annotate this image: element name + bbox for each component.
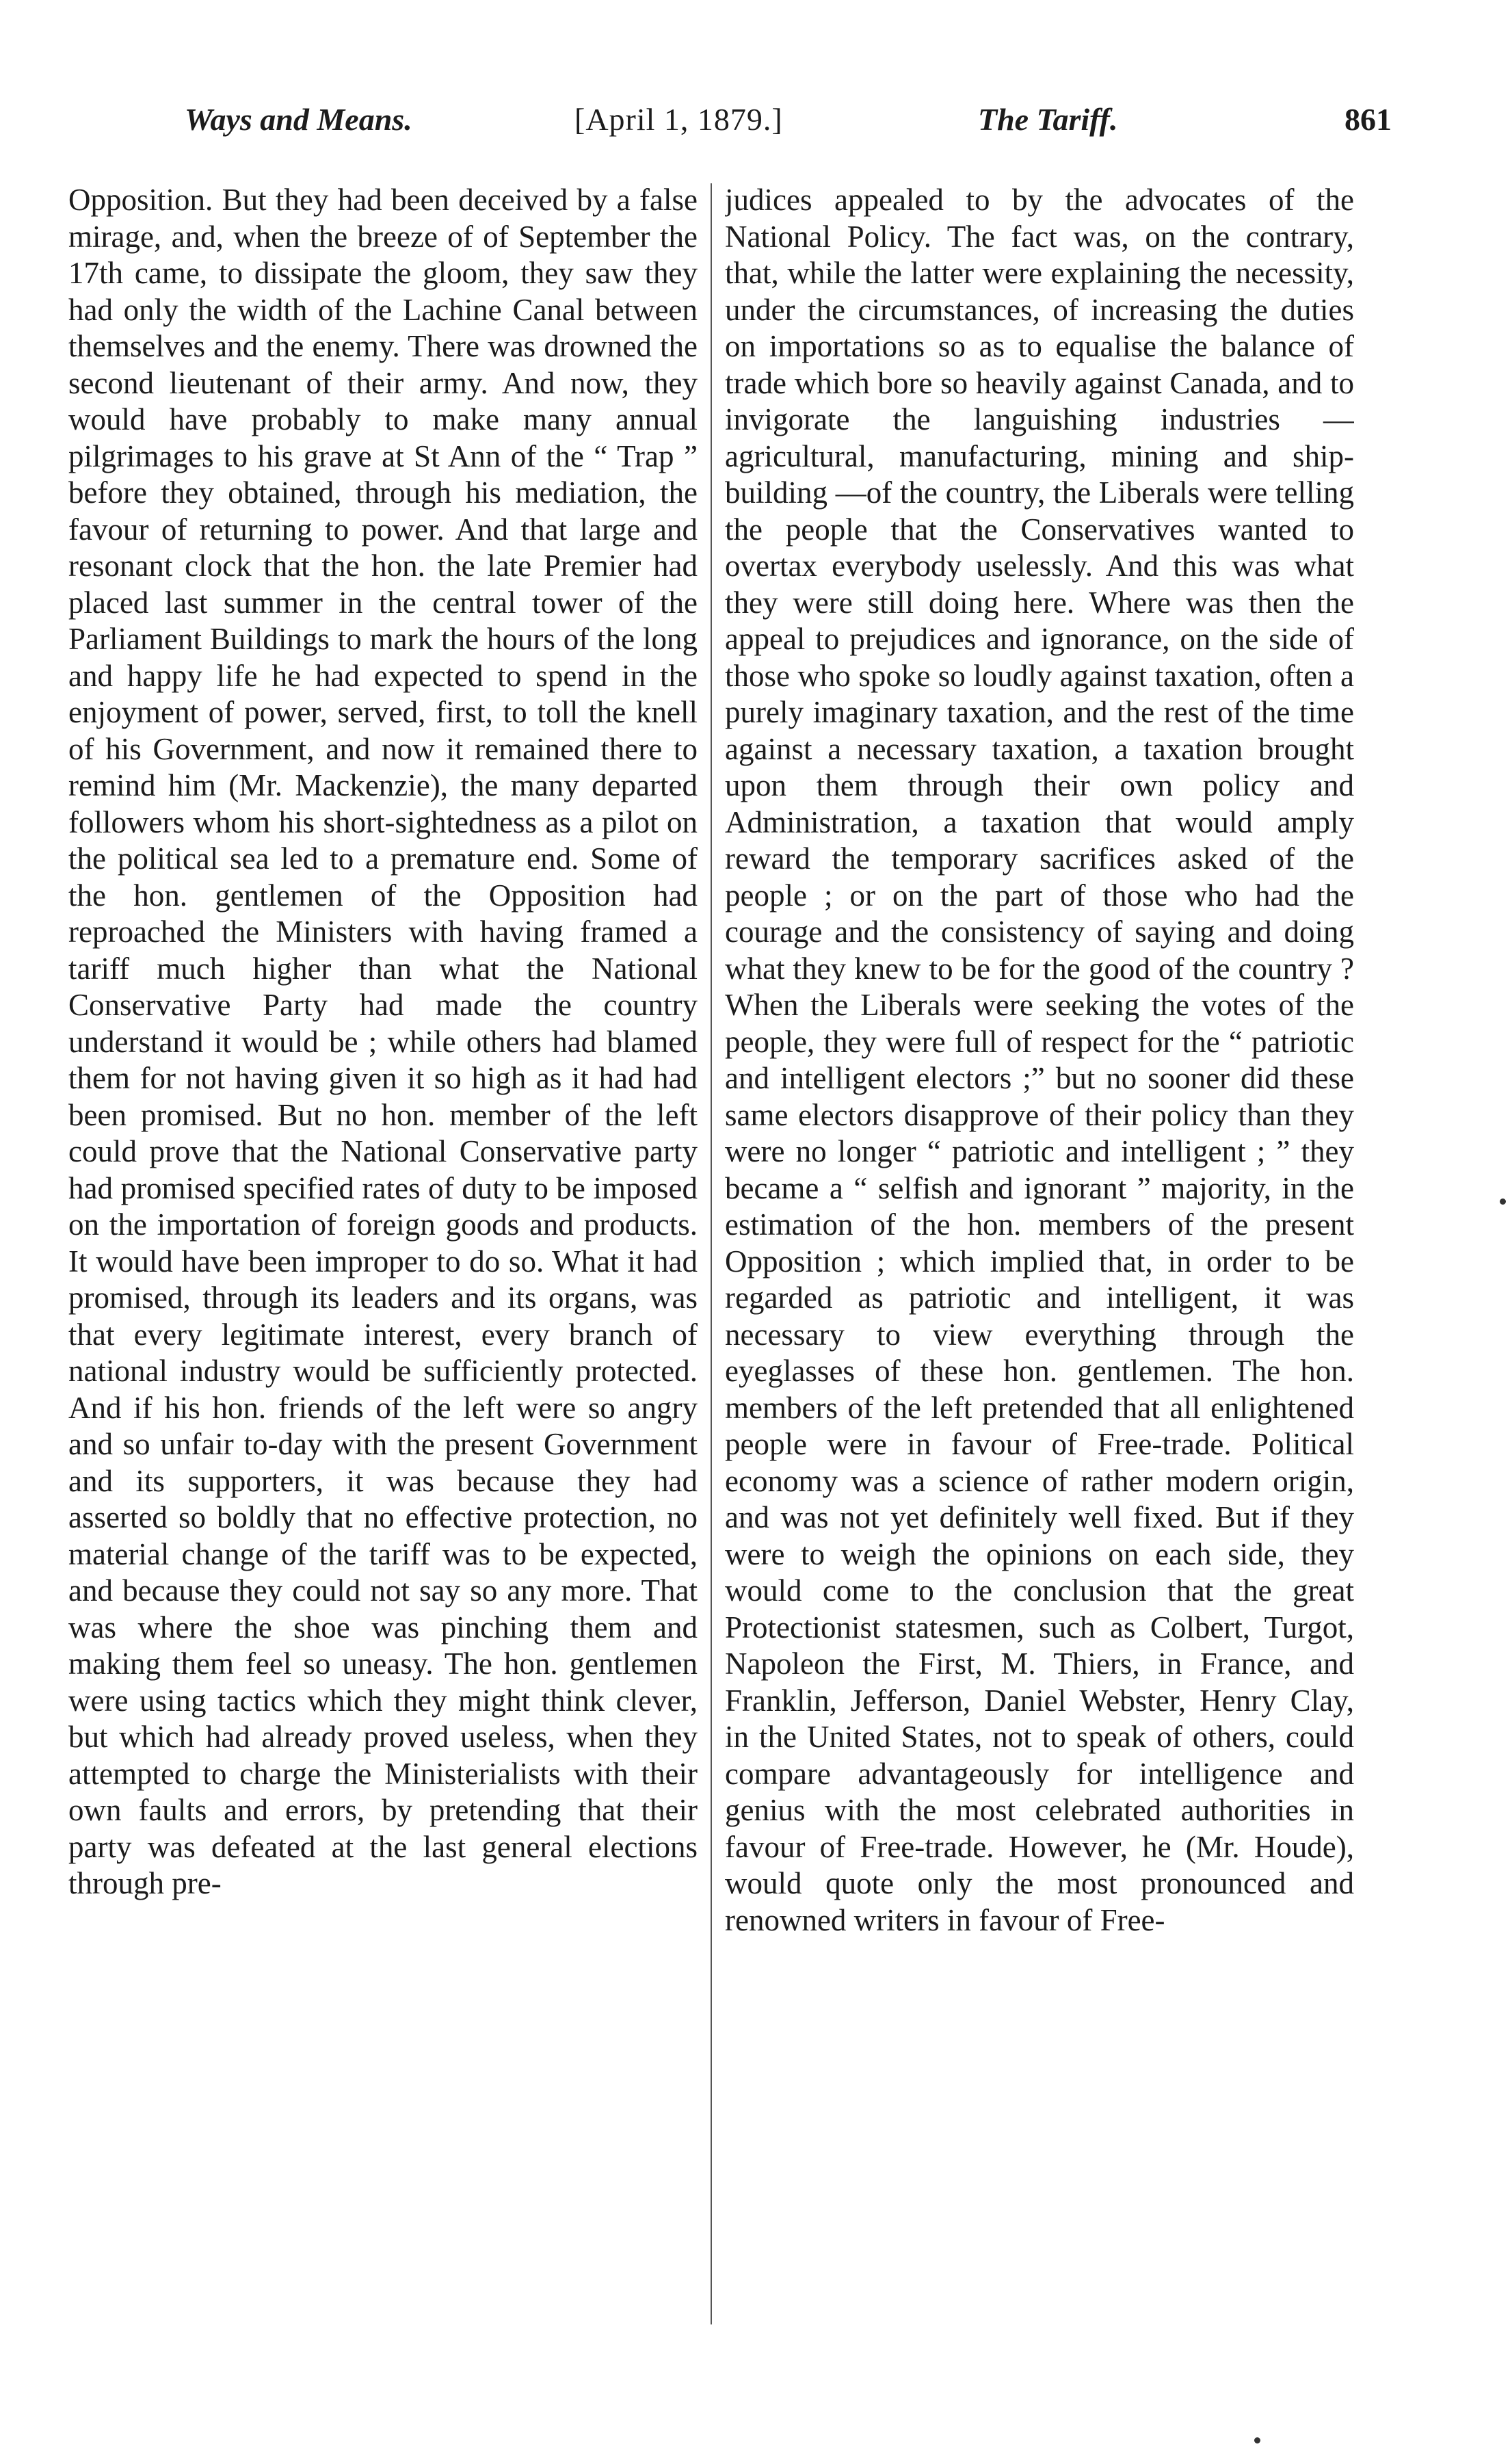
- page-header: [68, 101, 1399, 149]
- margin-dot: [1500, 1198, 1506, 1205]
- margin-dot: [1254, 2437, 1260, 2443]
- header-section-title: Ways and Means.: [185, 102, 412, 137]
- column-divider: [711, 183, 712, 2324]
- left-column-text: Opposition. But they had been deceived by a false mirage, and, when the breeze of of September the 17th came, to dissipate the gloom, they saw they had only the width of the Lachine Canal between themselves and the enemy. There was drowned the second lieutenant of their army. And now, they would have probably to make many annual pilgrimages to his grave at St Ann of the “ Trap ” before they obtained, through his mediation, the favour of returning to power. And that large and resonant clock that the hon. the late Premier had placed last summer in the central tower of the Parliament Buildings to mark the hours of the long and happy life he had expected to spend in the enjoyment of power, served, first, to toll the knell of his Government, and now it remained there to remind him (Mr. Mackenzie), the many departed followers whom his short-sightedness as a pilot on the political sea led to a premature end. Some of the hon. gentlemen of the Opposition had reproached the Ministers with having framed a tariff much higher than what the National Conservative Party had made the country understand it would be ; while others had blamed them for not having given it so high as it had had been promised. But no hon. member of the left could prove that the National Conservative party had promised specified rates of duty to be imposed on the importation of foreign goods and products. It would have been improper to do so. What it had promised, through its leaders and its organs, was that every legitimate interest, every branch of national industry would be sufficiently protected. And if his hon. friends of the left were so angry and so unfair to-day with the present Government and its supporters, it was because they had asserted so boldly that no effective protection, no material change of the tariff was to be expected, and because they could not say so any more. That was where the shoe was pinching them and making them feel so uneasy. The hon. gentlemen were using tactics which they might think clever, but which had already proved useless, when they attempted to charge the Ministerialists with their own faults and errors, by pretending that their party was defeated at the last general elections through pre-: [68, 183, 698, 1900]
- header-date: [April 1, 1879.]: [574, 102, 783, 137]
- header-topic: The Tariff.: [978, 102, 1118, 137]
- right-column-text: judices appealed to by the advocates of the National Policy. The fact was, on the contrary, that, while the latter were explaining the necessity, under the circumstances, of increasing the duties on importations so as to equalise the balance of trade which bore so heavily against Canada, and to invigorate the languishing industries — agricultural, manufacturing, mining and ship-building —of the country, the Liberals were telling the people that the Conservatives wanted to overtax everybody uselessly. And this was what they were still doing here. Where was then the appeal to prejudices and ignorance, on the side of those who spoke so loudly against taxation, often a purely imaginary taxation, and the rest of the time against a necessary taxation, a taxation brought upon them through their own policy and Administration, a taxation that would amply reward the temporary sacrifices asked of the people ; or on the part of those who had the courage and the consistency of saying and doing what they knew to be for the good of the country ? When the Liberals were seeking the votes of the people, they were full of respect for the “ patriotic and intelligent electors ;” but no sooner did these same electors disapprove of their policy than they were no longer “ patriotic and intelligent ; ” they became a “ selfish and ignorant ” majority, in the estimation of the hon. members of the present Opposition ; which implied that, in order to be regarded as patriotic and intelligent, it was necessary to view everything through the eyeglasses of these hon. gentlemen. The hon. members of the left pretended that all enlightened people were in favour of Free-trade. Political economy was a science of rather modern origin, and was not yet definitely well fixed. But if they were to weigh the opinions on each side, they would come to the conclusion that the great Protectionist statesmen, such as Colbert, Turgot, Napoleon the First, M. Thiers, in France, and Franklin, Jefferson, Daniel Webster, Henry Clay, in the United States, not to speak of others, could compare advantageously for intelligence and genius with the most celebrated authorities in favour of Free-trade. However, he (Mr. Houde), would quote only the most pronounced and renowned writers in favour of Free-: [725, 183, 1354, 1937]
- page-number: 861: [1345, 102, 1392, 137]
